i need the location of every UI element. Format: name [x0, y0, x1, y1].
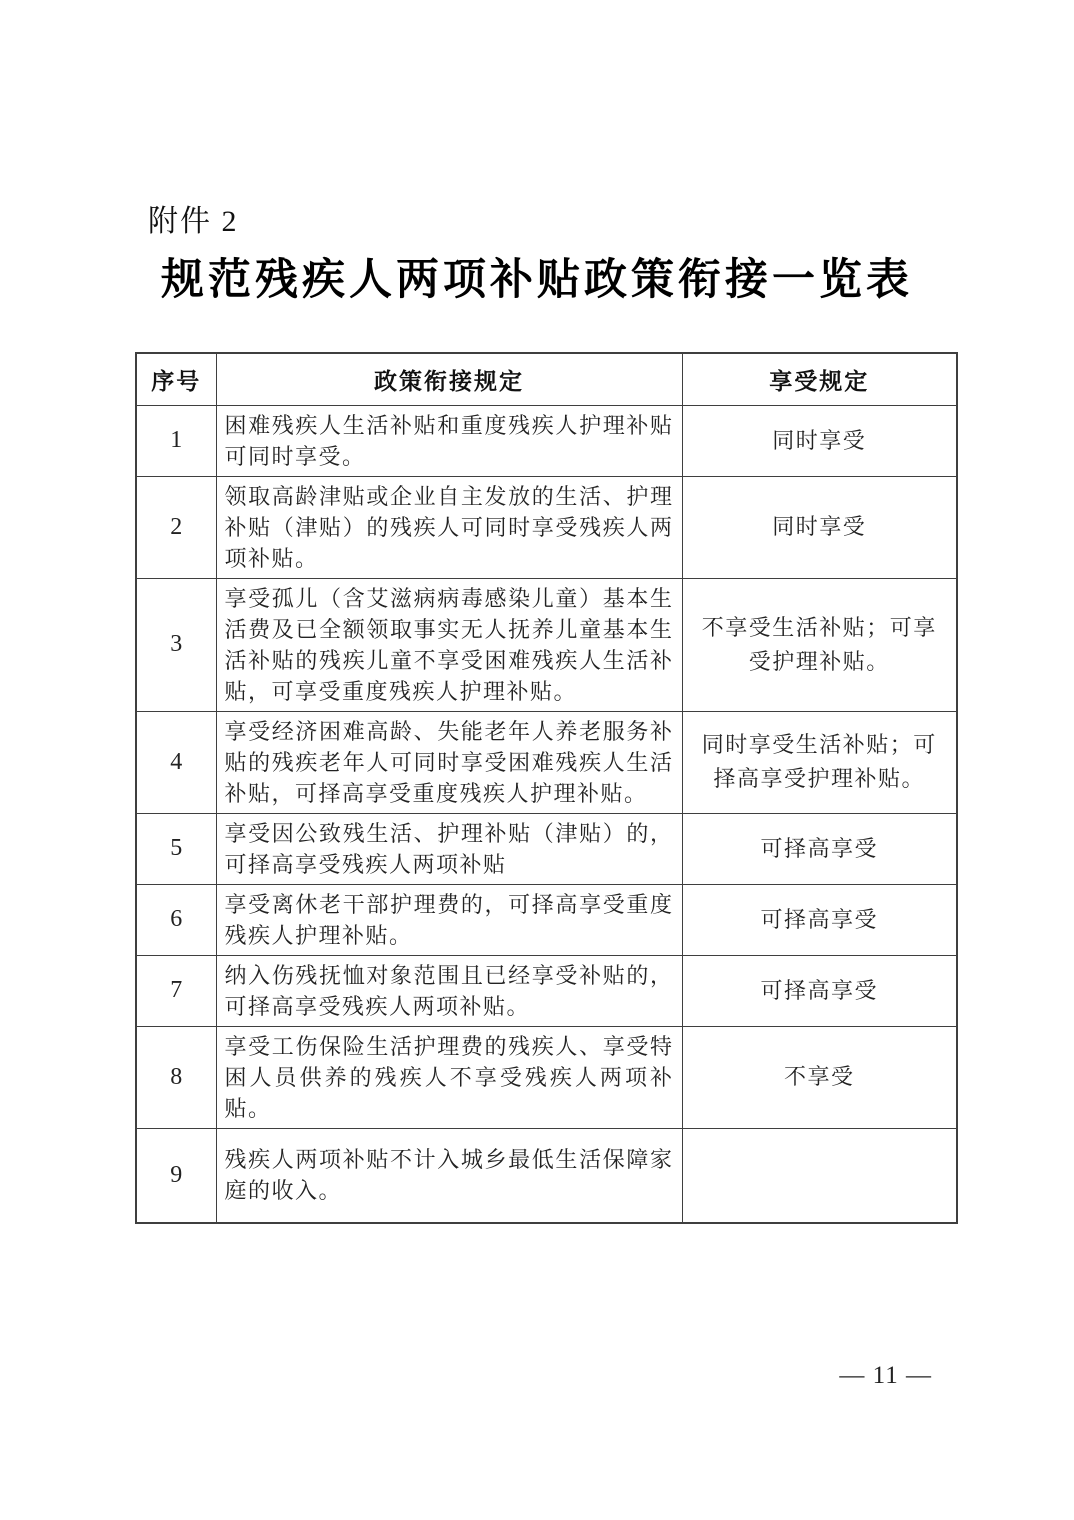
table-row: [136, 476, 957, 578]
row-number-cell: 6: [136, 884, 216, 955]
table-row: [136, 1128, 957, 1223]
policy-cell: 享受离休老干部护理费的，可择高享受重度残疾人护理补贴。: [216, 884, 682, 955]
entitlement-cell: 可择高享受: [682, 813, 957, 884]
page-title: 规范残疾人两项补贴政策衔接一览表: [161, 257, 913, 304]
header-entitlement: 享受规定: [682, 353, 957, 405]
attachment-label: 附件 2: [148, 205, 239, 238]
policy-cell: 残疾人两项补贴不计入城乡最低生活保障家庭的收入。: [216, 1128, 682, 1223]
entitlement-cell: 同时享受: [682, 405, 957, 476]
policy-cell: 纳入伤残抚恤对象范围且已经享受补贴的，可择高享受残疾人两项补贴。: [216, 955, 682, 1026]
header-num: 序号: [136, 353, 216, 405]
row-number-cell: 3: [136, 578, 216, 711]
table-row: [136, 1026, 957, 1128]
table-header-row: [136, 353, 957, 405]
table-row: [136, 813, 957, 884]
table-row: [136, 884, 957, 955]
row-number-cell: 7: [136, 955, 216, 1026]
header-policy: 政策衔接规定: [216, 353, 682, 405]
table-row: [136, 711, 957, 813]
policy-cell: 领取高龄津贴或企业自主发放的生活、护理补贴（津贴）的残疾人可同时享受残疾人两项补贴。: [216, 476, 682, 578]
entitlement-cell: 不享受生活补贴；可享受护理补贴。: [682, 578, 957, 711]
policy-cell: 享受因公致残生活、护理补贴（津贴）的，可择高享受残疾人两项补贴: [216, 813, 682, 884]
entitlement-cell: [682, 1128, 957, 1223]
entitlement-cell: 可择高享受: [682, 884, 957, 955]
policy-table: [135, 352, 958, 1224]
policy-cell: 享受工伤保险生活护理费的残疾人、享受特困人员供养的残疾人不享受残疾人两项补贴。: [216, 1026, 682, 1128]
row-number-cell: 4: [136, 711, 216, 813]
row-number-cell: 1: [136, 405, 216, 476]
row-number-cell: 5: [136, 813, 216, 884]
entitlement-cell: 不享受: [682, 1026, 957, 1128]
entitlement-cell: 同时享受生活补贴；可择高享受护理补贴。: [682, 711, 957, 813]
table-row: [136, 955, 957, 1026]
policy-cell: 困难残疾人生活补贴和重度残疾人护理补贴可同时享受。: [216, 405, 682, 476]
row-number-cell: 9: [136, 1128, 216, 1223]
table-row: [136, 578, 957, 711]
row-number-cell: 2: [136, 476, 216, 578]
row-number-cell: 8: [136, 1026, 216, 1128]
page-number: — 11 —: [839, 1362, 932, 1389]
policy-cell: 享受孤儿（含艾滋病病毒感染儿童）基本生活费及已全额领取事实无人抚养儿童基本生活补贴的残疾儿童不享受困难残疾人生活补贴，可享受重度残疾人护理补贴。: [216, 578, 682, 711]
entitlement-cell: 可择高享受: [682, 955, 957, 1026]
table-row: [136, 405, 957, 476]
entitlement-cell: 同时享受: [682, 476, 957, 578]
policy-cell: 享受经济困难高龄、失能老年人养老服务补贴的残疾老年人可同时享受困难残疾人生活补贴，可择高享受重度残疾人护理补贴。: [216, 711, 682, 813]
